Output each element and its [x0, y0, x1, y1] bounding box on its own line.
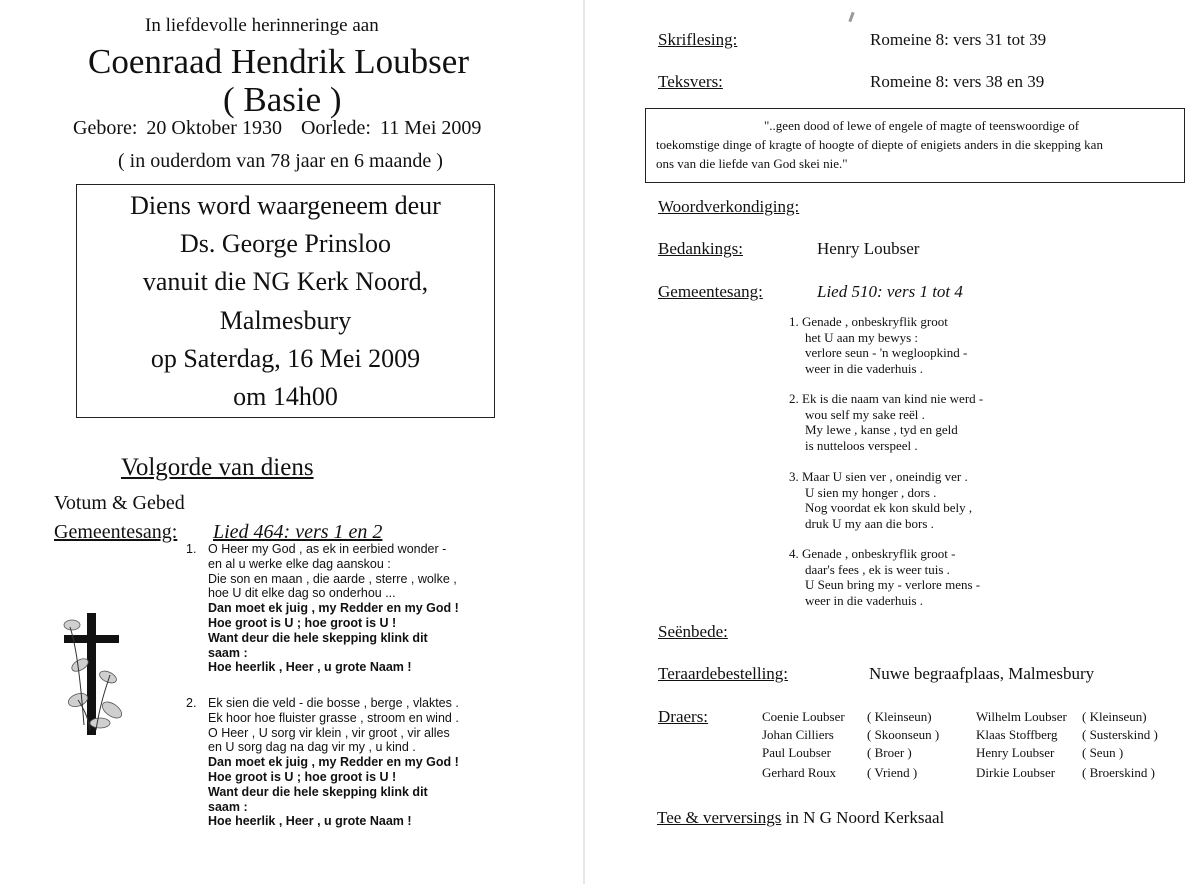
skriflesing-label: Skriflesing: [658, 30, 738, 49]
verse1-chorus-line: Hoe groot is U ; hoe groot is U ! [208, 615, 397, 630]
stanza-2 [789, 391, 983, 453]
verse2-chorus-line: Dan moet ek juig , my Redder en my God ! [208, 755, 459, 770]
stanza-line: 1. Genade , onbeskryflik groot [789, 314, 948, 329]
draers-row [0, 709, 1200, 727]
stanza-line: druk U my aan die bors . [805, 515, 934, 531]
teksvers-label: Teksvers: [658, 72, 723, 91]
order-heading: Volgorde van diens [121, 454, 314, 481]
teksvers-value: Romeine 8: vers 38 en 39 [870, 72, 1045, 91]
service-line-5: op Saterdag, 16 Mei 2009 [150, 344, 421, 373]
tea-label: Tee & verversings [657, 808, 782, 827]
verse2-line: en U sorg dag na dag vir my , u kind . [208, 740, 416, 755]
verse1-number: 1. [186, 542, 197, 556]
draer-relation: ( Broerskind ) [1082, 765, 1155, 780]
verse2-chorus-line: Hoe groot is U ; hoe groot is U ! [208, 769, 397, 784]
service-line-6: om 14h00 [233, 382, 338, 411]
verse1-chorus-line: Dan moet ek juig , my Redder en my God ! [208, 601, 459, 616]
died-date: 11 Mei 2009 [379, 117, 482, 139]
stanza-4 [789, 546, 980, 608]
service-box [76, 184, 495, 418]
right-hymn-ref: Lied 510: vers 1 tot 4 [817, 282, 963, 301]
verse2-chorus-line: Hoe heerlik , Heer , u grote Naam ! [208, 814, 412, 829]
tea-value: in N G Noord Kerksaal [785, 808, 945, 827]
draers-label: Draers: [658, 707, 709, 726]
died-label: Oorlede: [300, 117, 371, 139]
draer-name: Gerhard Roux [762, 765, 837, 780]
stanza-1 [789, 314, 967, 376]
verse1-line: O Heer my God , as ek in eerbied wonder - [208, 542, 447, 556]
draer-name: Henry Loubser [976, 745, 1055, 760]
stanza-line: Nog voordat ek kon skuld bely , [805, 500, 973, 515]
teraarde-value: Nuwe begraafplaas, Malmesbury [869, 664, 1095, 683]
votum-gebed: Votum & Gebed [54, 492, 185, 514]
service-line-1: Diens word waargeneem deur [130, 191, 441, 220]
stanza-line: 2. Ek is die naam van kind nie werd - [789, 391, 984, 406]
stanza-line: 4. Genade , onbeskryflik groot - [789, 546, 956, 561]
draers-row [0, 765, 1200, 783]
verse1-chorus-line: Want deur die hele skepping klink dit [208, 630, 428, 645]
bedankings-label: Bedankings: [658, 239, 743, 258]
draer-name: Klaas Stoffberg [976, 727, 1058, 742]
draers-row [0, 745, 1200, 763]
quote-line-3: ons van die liefde van God skei nie." [656, 156, 848, 171]
skriflesing-value: Romeine 8: vers 31 tot 39 [870, 30, 1047, 49]
born-date: 20 Oktober 1930 [146, 117, 282, 139]
stanza-line: U sien my honger , dors . [805, 484, 937, 500]
service-line-4: Malmesbury [219, 306, 352, 335]
verse2-chorus-line: Want deur die hele skepping klink dit [208, 784, 428, 799]
deceased-name: Coenraad Hendrik Loubser [88, 42, 469, 81]
draer-relation: ( Seun ) [1082, 745, 1124, 760]
stanza-line: daar's fees , ek is weer tuis . [805, 561, 950, 577]
stanza-line: verlore seun - 'n wegloopkind - [805, 345, 968, 360]
stanza-line: het U aan my bewys : [805, 329, 919, 345]
age-line: ( in ouderdom van 78 jaar en 6 maande ) [118, 150, 443, 172]
left-hymn-ref: Lied 464: vers 1 en 2 [213, 521, 383, 543]
draer-relation: ( Kleinseun) [867, 709, 932, 724]
scripture-quote-box [645, 108, 1185, 183]
tea-line [657, 808, 944, 828]
draer-relation: ( Vriend ) [867, 765, 918, 780]
stanza-line: 3. Maar U sien ver , oneindig ver . [789, 469, 968, 484]
verse1-line: Die son en maan , die aarde , sterre , wolke , [208, 571, 457, 586]
draer-name: Paul Loubser [762, 745, 831, 760]
draer-name: Wilhelm Loubser [976, 709, 1067, 724]
service-line-3: vanuit die NG Kerk Noord, [142, 267, 429, 296]
verse2-chorus-line: saam : [208, 799, 248, 814]
draer-name: Dirkie Loubser [976, 765, 1056, 780]
bedankings-value: Henry Loubser [817, 239, 920, 258]
verse1-line: hoe U dit elke dag so onderhou ... [208, 586, 396, 601]
woordverkondiging: Woordverkondiging: [658, 197, 800, 216]
stanza-3 [789, 469, 972, 531]
stanza-line: My lewe , kanse , tyd en geld [805, 422, 958, 437]
draer-name: Coenie Loubser [762, 709, 845, 724]
verse1-line: en al u werke elke dag aanskou : [208, 556, 391, 571]
stanza-line: is nutteloos verspeel . [805, 437, 918, 453]
seenbede: Seënbede: [658, 622, 728, 641]
draer-name: Johan Cilliers [762, 727, 834, 742]
verse1 [208, 542, 459, 675]
quote-line-1: "..geen dood of lewe of engele of magte of teenswoordige of [764, 118, 1080, 133]
born-label: Gebore: [73, 117, 138, 139]
verse1-chorus-line: Hoe heerlik , Heer , u grote Naam ! [208, 660, 412, 675]
right-gemeentesang-label: Gemeentesang: [658, 282, 763, 301]
dates-line [73, 117, 481, 140]
teraarde-label: Teraardebestelling: [658, 664, 789, 683]
stanza-line: weer in die vaderhuis . [805, 360, 924, 376]
draers-row [0, 727, 1200, 745]
verse2-line: Ek sien die veld - die bosse , berge , vlaktes . [208, 696, 459, 710]
draer-relation: ( Susterskind ) [1082, 727, 1158, 742]
stanza-line: U Seun bring my - verlore mens - [805, 577, 981, 592]
verse1-chorus-line: saam : [208, 645, 248, 660]
scan-mark [848, 12, 854, 22]
deceased-nickname: ( Basie ) [223, 80, 342, 119]
draer-relation: ( Skoonseun ) [867, 727, 940, 742]
stanza-line: wou self my sake reël . [805, 406, 925, 422]
left-gemeentesang-label: Gemeentesang: [54, 521, 178, 543]
quote-line-2: toekomstige dinge of kragte of hoogte of diepte of enigiets anders in die skepping kan [656, 137, 1103, 152]
draer-relation: ( Broer ) [867, 745, 912, 760]
service-line-2: Ds. George Prinsloo [179, 229, 392, 258]
draer-relation: ( Kleinseun) [1082, 709, 1147, 724]
verse2-line: Ek hoor hoe fluister grasse , stroom en wind . [208, 710, 459, 725]
in-memory-line: In liefdevolle herinneringe aan [145, 15, 379, 36]
verse2-number: 2. [186, 696, 197, 710]
verse2-line: O Heer , U sorg vir klein , vir groot , vir alles [208, 725, 450, 740]
stanza-line: weer in die vaderhuis . [805, 592, 924, 608]
